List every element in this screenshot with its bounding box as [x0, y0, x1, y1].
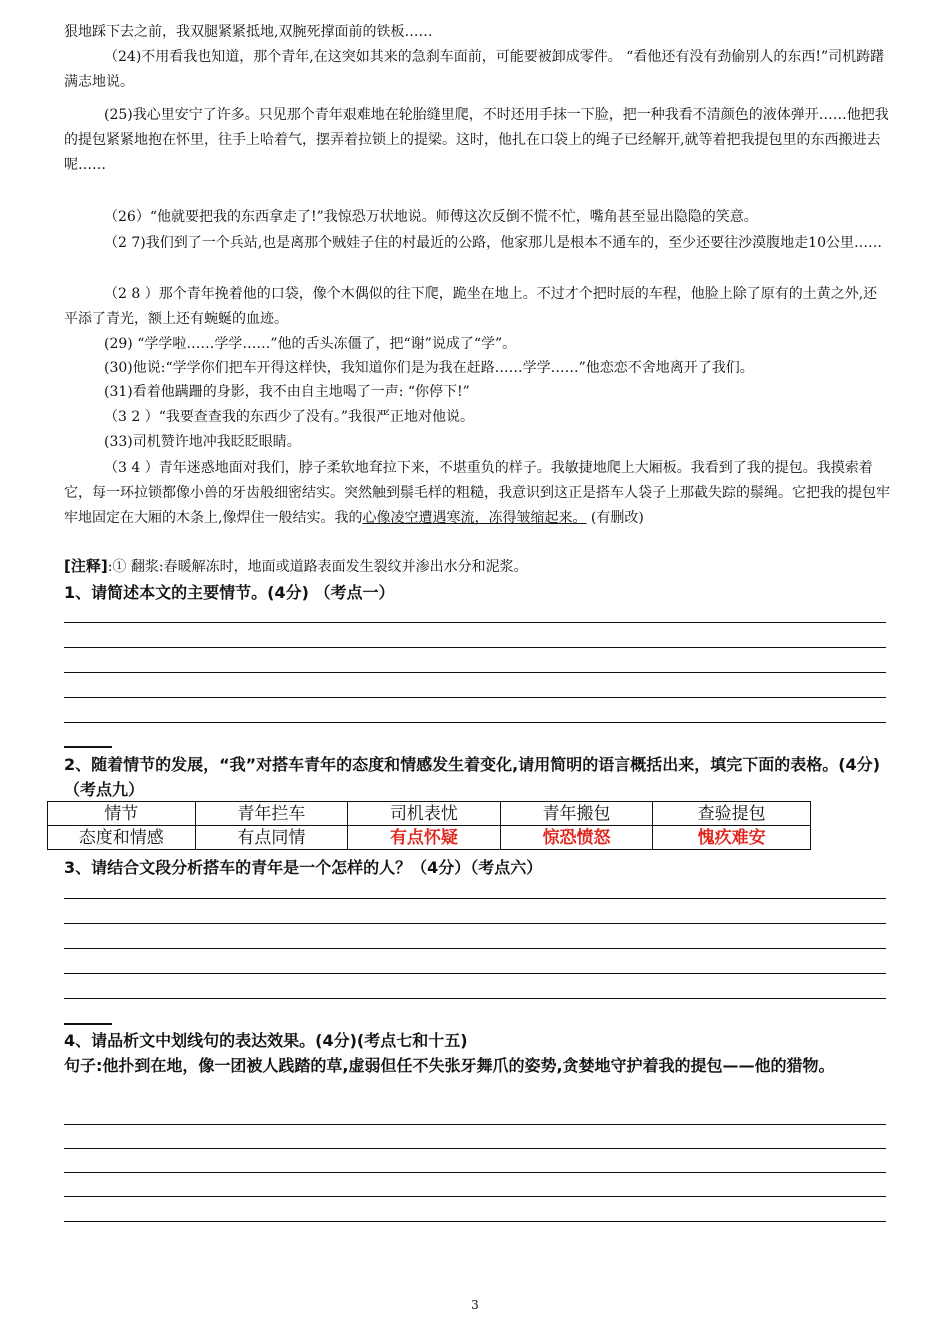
- paragraph-23-end: 狠地踩下去之前，我双腿紧紧抵地,双腕死撑面前的铁板……: [64, 24, 433, 40]
- question-4-sentence: 句子:他扑到在地，像一团被人践踏的草,虚弱但任不失张牙舞爪的姿势,贪婪地守护着我的提包——他的猎物。: [64, 1056, 835, 1075]
- annotation: [64, 555, 890, 578]
- answer-cell: 有点怀疑: [348, 826, 501, 850]
- question-3: 3、请结合文段分析搭车的青年是一个怎样的人？（4分）（考点六）: [64, 858, 543, 877]
- edit-note: (有删改): [590, 510, 644, 526]
- table-cell: 青年搬包: [500, 802, 653, 826]
- answer-line[interactable]: [64, 1172, 886, 1173]
- answer-line[interactable]: [64, 697, 886, 698]
- question-1: 1、请简述本文的主要情节。(4分) （考点一）: [64, 583, 395, 602]
- table-cell: 有点同情: [195, 826, 348, 850]
- answer-line-short[interactable]: [64, 746, 112, 748]
- answer-line[interactable]: [64, 948, 886, 949]
- annotation-text: :① 翻浆:春暖解冻时，地面或道路表面发生裂纹并渗出水分和泥浆。: [107, 559, 528, 575]
- answer-line[interactable]: [64, 722, 886, 723]
- paragraph-24: （24)不用看我也知道，那个青年,在这突如其来的急刹车面前，可能要被卸成零件。 “看他还有没有劲偷别人的东西!”司机踌躇满志地说。: [64, 49, 885, 90]
- paragraph-29: (29) “学学啦……学学……”他的舌头冻僵了，把“谢”说成了“学”。: [104, 336, 517, 352]
- answer-line[interactable]: [64, 998, 886, 999]
- answer-line[interactable]: [64, 1148, 886, 1149]
- question-2: 2、随着情节的发展，“我”对搭车青年的态度和情感发生着变化,请用简明的语言概括出来，填完下面的表格。(4分)（考点九）: [64, 755, 881, 799]
- annotation-label: [注释]: [64, 557, 108, 575]
- paragraph-34-text: （3 4 ）青年迷惑地面对我们，脖子柔软地耷拉下来，不堪重负的样子。我敏捷地爬上大厢板。我看到了我的提包。我摸索着它，每一环拉锁都像小兽的牙齿般细密结实。突然触到鬃毛样的粗糙，我意识到这正是搭车人袋子上那截失踪的鬃绳。它把我的提包牢牢地固定在大厢的木条上,像焊住一般结实。我的: [64, 460, 890, 526]
- table-cell: 态度和情感: [48, 826, 196, 850]
- page-number: 3: [471, 1298, 479, 1312]
- answer-line[interactable]: [64, 1196, 886, 1197]
- paragraph-32: （3 2 ）“我要查查我的东西少了没有。”我很严正地对他说。: [104, 409, 475, 425]
- paragraph-27: （2 7)我们到了一个兵站,也是离那个贼娃子住的村最近的公路，他家那儿是根本不通车的，至少还要往沙漠腹地走10公里……: [104, 235, 882, 251]
- table-cell: 查验提包: [653, 802, 811, 826]
- answer-line[interactable]: [64, 973, 886, 974]
- paragraph-25: (25)我心里安宁了许多。只见那个青年艰难地在轮胎缝里爬，不时还用手抹一下脸，把一种我看不清颜色的液体弹开……他把我的提包紧紧地抱在怀里，往手上哈着气，摆弄着拉锁上的提梁。这时，他扎在口袋上的绳子已经解开,就等着把我提包里的东西搬进去呢……: [64, 107, 889, 173]
- answer-line[interactable]: [64, 923, 886, 924]
- table-cell: 司机表忧: [348, 802, 501, 826]
- paragraph-34: [64, 456, 890, 531]
- answer-line[interactable]: [64, 622, 886, 623]
- emotion-table: [47, 801, 811, 850]
- table-cell: 青年拦车: [195, 802, 348, 826]
- paragraph-30: (30)他说:“学学你们把车开得这样快，我知道你们是为我在赶路……学学……”他恋恋不舍地离开了我们。: [104, 360, 754, 376]
- table-cell: 情节: [48, 802, 196, 826]
- table-row: [48, 802, 811, 826]
- paragraph-31: (31)看着他蹒跚的身影，我不由自主地喝了一声: “你停下!”: [104, 384, 470, 400]
- answer-line[interactable]: [64, 1221, 886, 1222]
- answer-line[interactable]: [64, 898, 886, 899]
- answer-line[interactable]: [64, 672, 886, 673]
- paragraph-28: （2 8 ）那个青年挽着他的口袋，像个木偶似的往下爬，跪坐在地上。不过才个把时辰的车程，他脸上除了原有的土黄之外,还平添了青光，额上还有蜿蜒的血迹。: [64, 286, 878, 327]
- table-row: [48, 826, 811, 850]
- question-4: 4、请品析文中划线句的表达效果。(4分)(考点七和十五): [64, 1031, 468, 1050]
- answer-line[interactable]: [64, 647, 886, 648]
- underlined-sentence: 心像凌空遭遇寒流，冻得皱缩起来。: [362, 510, 587, 526]
- answer-line-short[interactable]: [64, 1023, 112, 1025]
- answer-line[interactable]: [64, 1124, 886, 1125]
- paragraph-26: （26）“他就要把我的东西拿走了!”我惊恐万状地说。师傅这次反倒不慌不忙，嘴角甚至显出隐隐的笑意。: [104, 209, 758, 225]
- paragraph-33: (33)司机赞许地冲我眨眨眼睛。: [104, 434, 301, 450]
- answer-cell: 惊恐愤怒: [500, 826, 653, 850]
- answer-cell: 愧疚难安: [653, 826, 811, 850]
